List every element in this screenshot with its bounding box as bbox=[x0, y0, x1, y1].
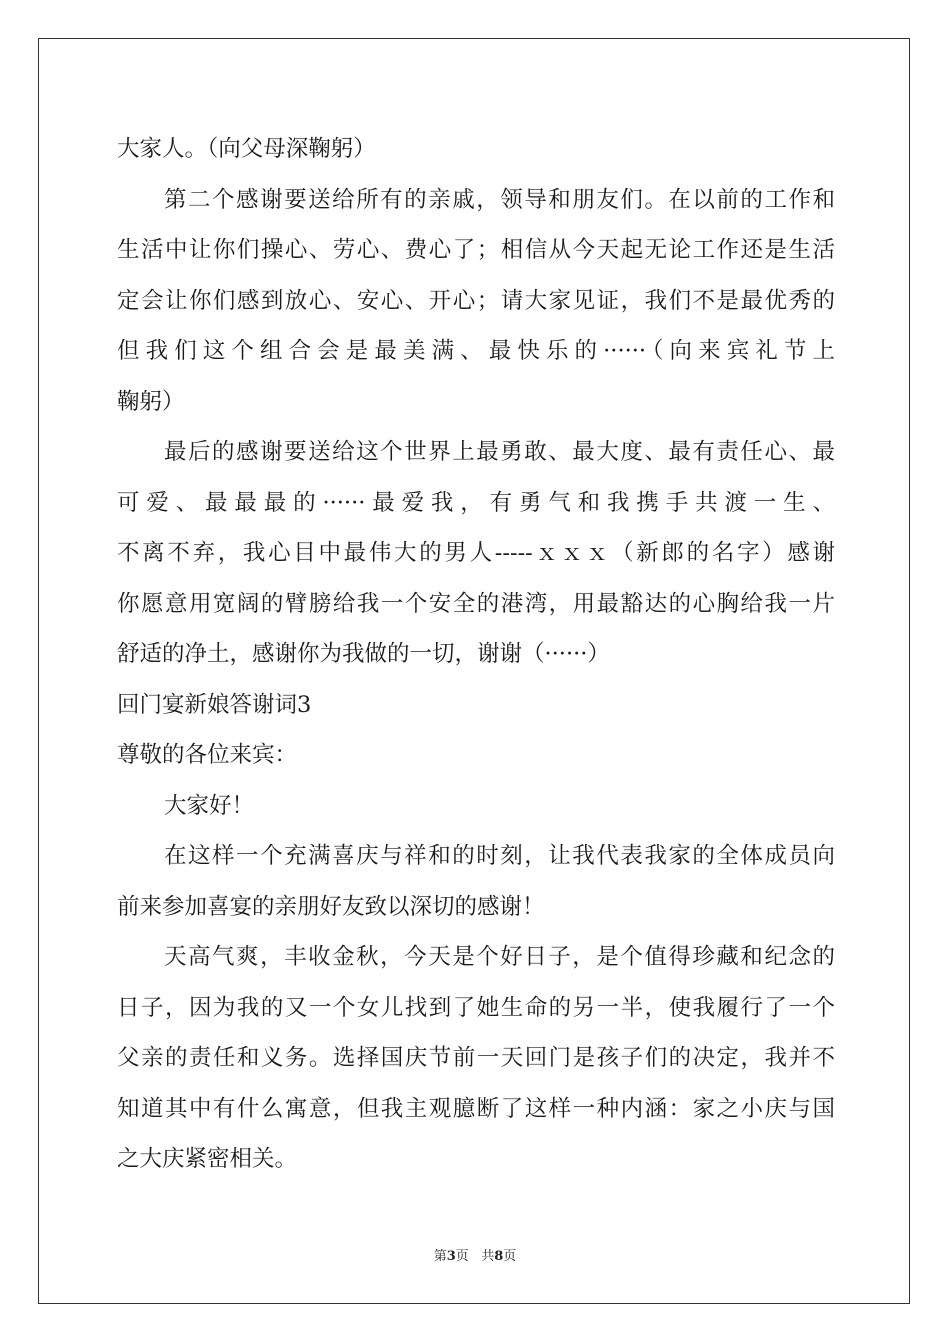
text-line: 之大庆紧密相关。 bbox=[117, 1146, 298, 1172]
salutation: 尊敬的各位来宾： bbox=[117, 742, 298, 768]
page-number: 3 bbox=[446, 1249, 456, 1264]
document-body bbox=[117, 124, 835, 1185]
text-line: 知道其中有什么寓意，但我主观臆断了这样一种内涵：家之小庆与国 bbox=[117, 1095, 835, 1122]
text-line: 你愿意用宽阔的臂膀给我一个安全的港湾，用最豁达的心胸给我一片 bbox=[117, 590, 835, 617]
page-label-prefix: 第 bbox=[433, 1249, 447, 1264]
text-line: 在这样一个充满喜庆与祥和的时刻，让我代表我家的全体成员向 bbox=[164, 843, 835, 869]
text-line: 日子，因为我的又一个女儿找到了她生命的另一半，使我履行了一个 bbox=[117, 994, 835, 1021]
page-label-suffix: 页 bbox=[455, 1249, 469, 1264]
text-line: 天高气爽，丰收金秋，今天是个好日子，是个值得珍藏和纪念的 bbox=[164, 944, 835, 970]
text-line: 但我们这个组合会是最美满、最快乐的······（向来宾礼节上 bbox=[117, 338, 835, 364]
total-label-suffix: 页 bbox=[503, 1249, 517, 1264]
text-line: 不离不弃，我心目中最伟大的男人-----ｘｘｘ（新郎的名字）感谢 bbox=[117, 540, 835, 566]
text-line: 最后的感谢要送给这个世界上最勇敢、最大度、最有责任心、最 bbox=[164, 439, 835, 465]
text-line: 鞠躬） bbox=[117, 388, 185, 415]
text-line: 父亲的责任和义务。选择国庆节前一天回门是孩子们的决定，我并不 bbox=[117, 1045, 835, 1071]
total-pages: 8 bbox=[494, 1249, 504, 1264]
section-heading: 回门宴新娘答谢词3 bbox=[117, 691, 312, 718]
text-line: 大家人。（向父母深鞠躬） bbox=[117, 136, 376, 162]
page-footer bbox=[0, 1248, 950, 1266]
text-line: 前来参加喜宴的亲朋好友致以深切的感谢！ bbox=[117, 893, 545, 920]
greeting: 大家好！ bbox=[164, 792, 255, 819]
total-label-prefix: 共 bbox=[481, 1249, 495, 1264]
text-line: 舒适的净土，感谢你为我做的一切，谢谢（······） bbox=[117, 641, 610, 667]
text-line: 第二个感谢要送给所有的亲戚，领导和朋友们。在以前的工作和 bbox=[164, 186, 835, 213]
text-line: 定会让你们感到放心、安心、开心；请大家见证，我们不是最优秀的 bbox=[117, 287, 835, 314]
text-line: 可爱、最最最的······最爱我，有勇气和我携手共渡一生、 bbox=[117, 489, 835, 516]
text-line: 生活中让你们操心、劳心、费心了；相信从今天起无论工作还是生活 bbox=[117, 237, 835, 263]
